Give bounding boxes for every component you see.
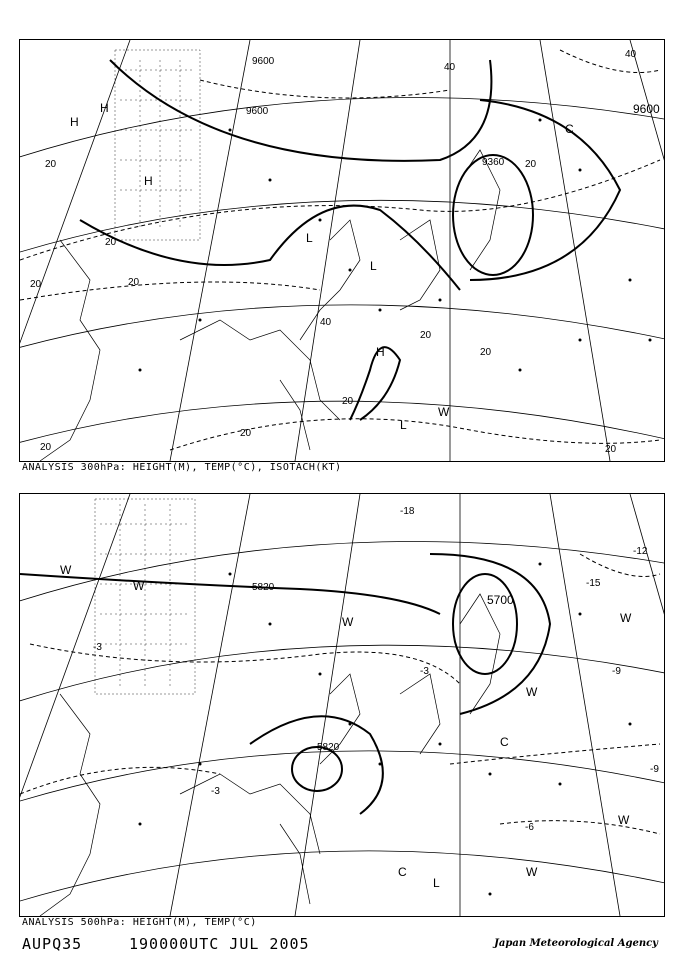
height-label: 9600 xyxy=(252,56,275,67)
height-label: 9600 xyxy=(246,106,269,117)
chart-code: AUPQ35 xyxy=(22,935,83,953)
isotach-label: 40 xyxy=(625,49,637,60)
isotach-label: 20 xyxy=(40,442,52,453)
isotach-label: 20 xyxy=(30,279,42,290)
isotach-label: 20 xyxy=(240,428,252,439)
center-low: L xyxy=(400,418,407,432)
temp-label: -12 xyxy=(633,546,648,557)
graticule xyxy=(20,494,664,916)
center-low: L xyxy=(433,876,440,890)
map-300hpa xyxy=(19,39,665,462)
height-label: 5820 xyxy=(317,742,340,753)
height-label: 5820 xyxy=(252,582,275,593)
isotach-label: 20 xyxy=(45,159,57,170)
caption-300hpa: ANALYSIS 300hPa: HEIGHT(M), TEMP(°C), ISOTACH(KT) xyxy=(22,462,342,473)
center-warm: W xyxy=(618,813,630,827)
center-warm: W xyxy=(526,865,538,879)
map-300hpa-canvas xyxy=(20,40,664,461)
center-cold: C xyxy=(500,735,509,749)
coastlines xyxy=(40,150,500,461)
height-contours xyxy=(20,554,550,814)
center-warm: W xyxy=(526,685,538,699)
height-label: 9600 xyxy=(633,102,660,116)
isotach-label: 20 xyxy=(128,277,140,288)
center-warm: W xyxy=(342,615,354,629)
isotach-label: 20 xyxy=(525,159,537,170)
isotach-label: 40 xyxy=(444,62,456,73)
hatch-area xyxy=(95,499,195,694)
caption-500hpa: ANALYSIS 500hPa: HEIGHT(M), TEMP(°C) xyxy=(22,917,257,928)
map-500hpa-canvas xyxy=(20,494,664,916)
isotach-label: 20 xyxy=(420,330,432,341)
temp-label: -18 xyxy=(400,506,415,517)
isotach-label: 20 xyxy=(605,444,617,455)
isotach-label: 20 xyxy=(342,396,354,407)
temp-label: -3 xyxy=(211,786,220,797)
center-high: H xyxy=(70,115,79,129)
center-cold: C xyxy=(398,865,407,879)
map-500hpa xyxy=(19,493,665,917)
height-label: 5700 xyxy=(487,593,514,607)
temp-label: -3 xyxy=(420,666,429,677)
temp-label: -15 xyxy=(586,578,601,589)
center-warm: W xyxy=(133,579,145,593)
agency-name: Japan Meteorological Agency xyxy=(494,938,658,949)
center-cold: C xyxy=(565,122,574,136)
station-plots xyxy=(139,563,632,896)
center-high: H xyxy=(144,174,153,188)
center-high: H xyxy=(376,345,385,359)
center-warm: W xyxy=(620,611,632,625)
valid-time: 190000UTC JUL 2005 xyxy=(129,935,310,953)
temp-label: -9 xyxy=(650,764,659,775)
isotach-label: 40 xyxy=(320,317,332,328)
isotachs xyxy=(20,50,660,450)
temp-label: -9 xyxy=(612,666,621,677)
center-high: H xyxy=(100,101,109,115)
center-warm: W xyxy=(438,405,450,419)
center-low: L xyxy=(370,259,377,273)
temp-label: -6 xyxy=(525,822,534,833)
station-plots xyxy=(139,119,652,372)
isotach-label: 20 xyxy=(480,347,492,358)
center-warm: W xyxy=(60,563,72,577)
hatch-area xyxy=(115,50,200,240)
center-low: L xyxy=(306,231,313,245)
height-label: 9360 xyxy=(482,157,505,168)
temp-label: -3 xyxy=(93,642,102,653)
isotach-label: 20 xyxy=(105,237,117,248)
